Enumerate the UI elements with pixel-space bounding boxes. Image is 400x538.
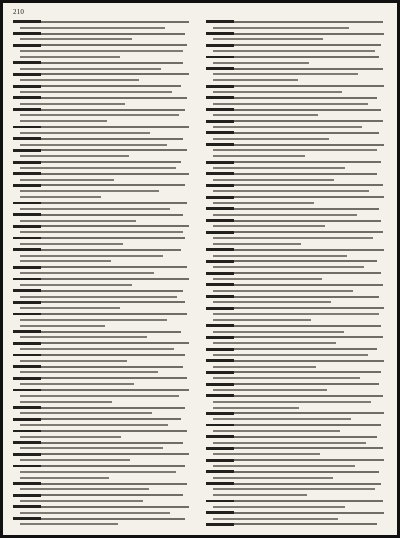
list-entry-continuation xyxy=(20,336,147,338)
list-entry-continuation xyxy=(213,313,379,315)
list-entry-line xyxy=(206,33,384,35)
list-entry-continuation xyxy=(20,488,149,490)
list-entry-line xyxy=(13,161,181,163)
list-entry-continuation xyxy=(213,430,340,432)
list-entry-line xyxy=(13,290,183,292)
list-entry-continuation xyxy=(20,319,167,321)
list-entry-line xyxy=(206,424,381,426)
list-entry-line xyxy=(13,442,183,444)
list-entry-line xyxy=(206,383,379,385)
list-entry-continuation xyxy=(213,255,347,257)
list-entry-line xyxy=(206,412,384,414)
list-entry-continuation xyxy=(20,447,163,449)
list-entry-line xyxy=(206,85,384,87)
list-entry-line xyxy=(13,266,187,268)
list-entry-continuation xyxy=(213,389,327,391)
list-entry-line xyxy=(206,220,381,222)
document-page xyxy=(3,3,397,535)
list-entry-continuation xyxy=(20,243,123,245)
list-entry-line xyxy=(206,184,383,186)
list-entry-continuation xyxy=(213,214,357,216)
list-entry-line xyxy=(13,149,187,151)
list-entry-continuation xyxy=(213,103,368,105)
list-entry-continuation xyxy=(20,155,129,157)
list-entry-continuation xyxy=(213,342,336,344)
list-entry-line xyxy=(13,430,187,432)
list-entry-line xyxy=(206,109,381,111)
list-entry-continuation xyxy=(213,506,345,508)
list-entry-line xyxy=(13,202,187,204)
list-entry-continuation xyxy=(20,220,136,222)
list-entry-continuation xyxy=(20,196,101,198)
list-entry-line xyxy=(13,21,189,23)
list-entry-continuation xyxy=(213,442,366,444)
list-entry-line xyxy=(206,284,383,286)
list-entry-line xyxy=(206,56,379,58)
list-entry-continuation xyxy=(20,307,120,309)
list-entry-line xyxy=(13,85,181,87)
list-entry-continuation xyxy=(20,477,109,479)
list-entry-continuation xyxy=(20,401,112,403)
list-entry-continuation xyxy=(213,50,375,52)
list-entry-continuation xyxy=(20,208,170,210)
list-entry-line xyxy=(206,260,377,262)
list-entry-line xyxy=(13,225,189,227)
list-entry-continuation xyxy=(20,132,150,134)
list-entry-continuation xyxy=(20,412,152,414)
list-entry-line xyxy=(206,132,379,134)
list-entry-line xyxy=(206,325,381,327)
list-entry-line xyxy=(206,307,384,309)
page-number: 210 xyxy=(13,8,25,16)
right-column xyxy=(206,17,390,529)
list-entry-line xyxy=(206,436,377,438)
list-entry-continuation xyxy=(20,79,139,81)
list-entry-continuation xyxy=(20,471,176,473)
list-entry-continuation xyxy=(20,523,118,525)
list-entry-line xyxy=(206,336,383,338)
list-entry-continuation xyxy=(20,500,143,502)
list-entry-line xyxy=(13,418,181,420)
list-entry-continuation xyxy=(20,91,172,93)
list-entry-continuation xyxy=(213,91,342,93)
list-entry-continuation xyxy=(20,260,111,262)
list-entry-continuation xyxy=(213,266,364,268)
list-entry-continuation xyxy=(213,167,345,169)
list-entry-line xyxy=(13,184,185,186)
list-entry-continuation xyxy=(20,144,167,146)
list-entry-continuation xyxy=(213,179,334,181)
list-entry-line xyxy=(206,120,383,122)
list-entry-continuation xyxy=(213,453,320,455)
list-entry-line xyxy=(13,453,189,455)
list-entry-continuation xyxy=(213,278,322,280)
list-entry-line xyxy=(13,44,187,46)
list-entry-continuation xyxy=(20,348,174,350)
list-entry-continuation xyxy=(20,284,132,286)
list-entry-continuation xyxy=(213,114,318,116)
list-entry-continuation xyxy=(20,179,114,181)
list-entry-line xyxy=(13,331,181,333)
list-entry-line xyxy=(206,459,384,461)
list-entry-line xyxy=(13,465,185,467)
list-entry-line xyxy=(13,249,181,251)
list-entry-line xyxy=(206,512,384,514)
list-entry-line xyxy=(206,296,379,298)
list-entry-continuation xyxy=(213,401,371,403)
list-entry-line xyxy=(206,231,383,233)
list-entry-continuation xyxy=(213,331,344,333)
list-entry-continuation xyxy=(213,149,377,151)
list-entry-line xyxy=(13,126,189,128)
list-entry-line xyxy=(13,354,185,356)
list-entry-line xyxy=(13,62,183,64)
list-entry-continuation xyxy=(20,424,168,426)
list-entry-continuation xyxy=(20,120,107,122)
list-entry-line xyxy=(13,506,189,508)
list-entry-continuation xyxy=(20,325,105,327)
list-entry-continuation xyxy=(20,114,179,116)
list-entry-continuation xyxy=(20,436,121,438)
list-entry-continuation xyxy=(20,512,170,514)
list-entry-continuation xyxy=(213,354,368,356)
list-entry-line xyxy=(13,366,183,368)
list-entry-line xyxy=(206,447,383,449)
list-entry-line xyxy=(13,301,185,303)
list-entry-continuation xyxy=(20,255,163,257)
list-entry-continuation xyxy=(213,319,311,321)
list-entry-continuation xyxy=(213,465,355,467)
list-entry-continuation xyxy=(20,27,165,29)
list-entry-line xyxy=(13,313,187,315)
list-entry-line xyxy=(13,407,185,409)
list-entry-line xyxy=(206,68,383,70)
list-entry-line xyxy=(13,173,189,175)
list-entry-continuation xyxy=(213,366,316,368)
list-entry-continuation xyxy=(213,138,329,140)
list-entry-continuation xyxy=(213,155,305,157)
list-entry-continuation xyxy=(20,272,154,274)
list-entry-line xyxy=(206,249,384,251)
list-entry-line xyxy=(206,196,384,198)
list-entry-continuation xyxy=(213,73,358,75)
list-entry-continuation xyxy=(20,231,183,233)
list-entry-continuation xyxy=(213,518,338,520)
list-entry-line xyxy=(206,21,383,23)
list-entry-line xyxy=(206,208,379,210)
list-entry-continuation xyxy=(20,56,120,58)
list-entry-line xyxy=(13,237,185,239)
list-entry-continuation xyxy=(213,477,333,479)
list-entry-line xyxy=(206,371,381,373)
list-entry-continuation xyxy=(213,126,362,128)
list-entry-continuation xyxy=(20,395,179,397)
list-entry-line xyxy=(13,138,183,140)
list-entry-continuation xyxy=(20,296,177,298)
list-entry-continuation xyxy=(213,62,309,64)
list-entry-line xyxy=(13,518,185,520)
list-entry-line xyxy=(206,144,384,146)
list-entry-line xyxy=(206,97,377,99)
list-entry-line xyxy=(206,44,381,46)
list-entry-continuation xyxy=(20,38,132,40)
list-entry-continuation xyxy=(213,290,353,292)
list-entry-continuation xyxy=(213,237,373,239)
list-entry-line xyxy=(206,523,377,525)
list-entry-line xyxy=(13,214,183,216)
list-entry-line xyxy=(13,342,189,344)
list-entry-continuation xyxy=(20,103,125,105)
list-entry-continuation xyxy=(213,301,331,303)
list-entry-continuation xyxy=(20,459,130,461)
list-entry-line xyxy=(13,377,187,379)
list-entry-line xyxy=(206,395,383,397)
list-entry-line xyxy=(13,389,189,391)
list-entry-continuation xyxy=(20,371,158,373)
list-entry-continuation xyxy=(213,79,298,81)
list-entry-continuation xyxy=(20,383,134,385)
list-entry-line xyxy=(206,500,383,502)
list-entry-continuation xyxy=(213,243,301,245)
list-entry-line xyxy=(13,494,183,496)
list-entry-line xyxy=(13,97,187,99)
list-entry-line xyxy=(206,348,377,350)
list-entry-continuation xyxy=(213,27,349,29)
list-entry-continuation xyxy=(20,360,127,362)
list-entry-line xyxy=(206,360,384,362)
list-entry-line xyxy=(206,161,381,163)
list-entry-continuation xyxy=(213,190,369,192)
list-entry-continuation xyxy=(213,488,375,490)
list-entry-line xyxy=(206,483,381,485)
list-entry-line xyxy=(13,483,187,485)
list-entry-continuation xyxy=(213,202,314,204)
left-column xyxy=(13,17,194,529)
list-entry-line xyxy=(13,109,185,111)
list-entry-line xyxy=(13,33,185,35)
list-entry-continuation xyxy=(213,494,307,496)
list-entry-continuation xyxy=(213,38,323,40)
list-entry-line xyxy=(13,73,189,75)
list-entry-continuation xyxy=(20,50,183,52)
list-entry-continuation xyxy=(20,167,176,169)
list-entry-continuation xyxy=(20,190,159,192)
list-entry-continuation xyxy=(20,68,161,70)
list-entry-line xyxy=(206,173,377,175)
list-entry-line xyxy=(13,278,189,280)
list-entry-continuation xyxy=(213,225,325,227)
list-entry-continuation xyxy=(213,407,299,409)
list-entry-continuation xyxy=(213,418,351,420)
list-entry-continuation xyxy=(213,377,360,379)
list-entry-line xyxy=(206,471,379,473)
list-entry-line xyxy=(206,272,381,274)
